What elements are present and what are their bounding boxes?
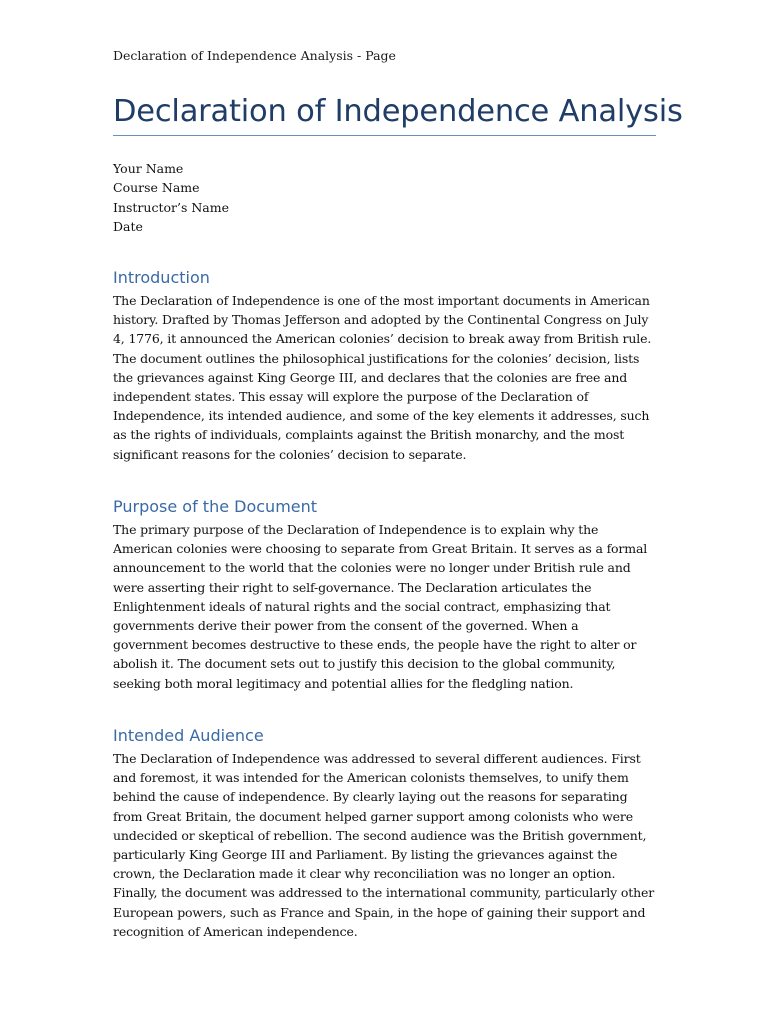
document-title: Declaration of Independence Analysis — [113, 94, 656, 136]
running-header: Declaration of Independence Analysis - Page — [113, 48, 396, 63]
author-block — [113, 159, 229, 236]
section-introduction — [113, 267, 656, 464]
section-purpose — [113, 496, 656, 693]
section-body: The primary purpose of the Declaration of Independence is to explain why the American colonies were choosing to separate from Great Britain. It serves as a formal announcement to the world that the colonies were no longer under British rule and were asserting their right to self-governance. The Declaration articulates the Enlightenment ideals of natural rights and the social contract, emphasizing that governments derive their power from the consent of the governed. When a government becomes destructive to these ends, the people have the right to alter or abolish it. The document sets out to justify this decision to the global community, seeking both moral legitimacy and potential allies for the fledgling nation. — [113, 522, 648, 691]
instructor-name: Instructor’s Name — [113, 199, 229, 215]
section-heading: Intended Audience — [113, 726, 264, 745]
course-name: Course Name — [113, 180, 200, 196]
author-name: Your Name — [113, 161, 184, 176]
section-body: The Declaration of Independence is one of the most important documents in American history. Drafted by Thomas Jefferson and adopted by the Continental Congress on July 4, 1776, it announced the American colonies’ decision to break away from British rule. The document outlines the philosophical justifications for the colonies’ decision, lists the grievances against King George III, and declares that the colonies are free and independent states. This essay will explore the purpose of the Declaration of Independence, its intended audience, and some of the key elements it addresses, such as the rights of individuals, complaints against the British monarchy, and the most significant reasons for the colonies’ decision to separate. — [113, 293, 652, 462]
section-body: The Declaration of Independence was addressed to several different audiences. First and foremost, it was intended for the American colonists themselves, to unify them behind the cause of independence. By clearly laying out the reasons for separating from Great Britain, the document helped garner support among colonists who were undecided or skeptical of rebellion. The second audience was the British government, particularly King George III and Parliament. By listing the grievances against the crown, the Declaration made it clear why reconciliation was no longer an option. Finally, the document was addressed to the international community, particularly other European powers, such as France and Spain, in the hope of gaining their support and recognition of American independence. — [113, 751, 655, 939]
section-heading: Purpose of the Document — [113, 497, 318, 516]
section-heading: Introduction — [113, 268, 210, 287]
section-intended-audience — [113, 725, 656, 941]
date-line: Date — [113, 218, 143, 234]
